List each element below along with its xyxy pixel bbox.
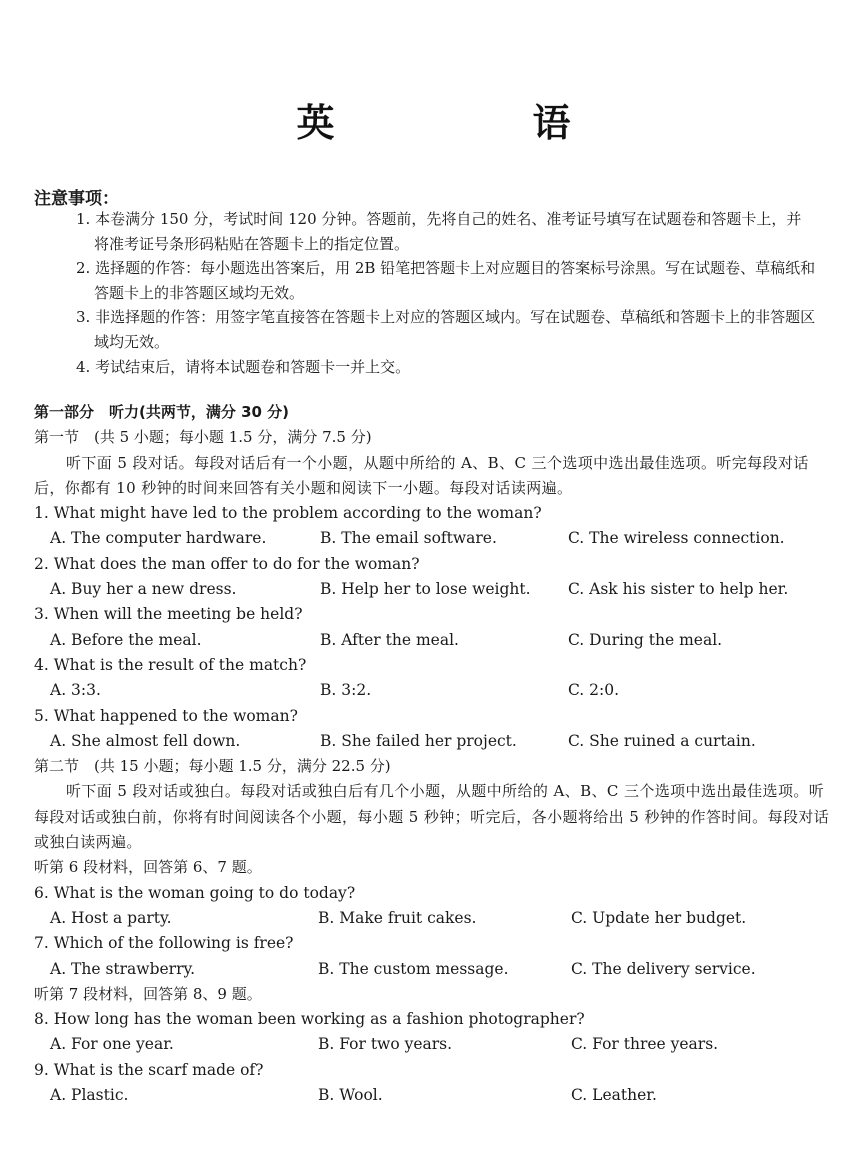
question-stem: 9. What is the scarf made of? — [34, 1060, 264, 1079]
answer-options — [34, 628, 834, 653]
option-b: B. For two years. — [318, 1035, 453, 1054]
answer-options — [34, 577, 834, 602]
option-c: C. The wireless connection. — [568, 529, 785, 548]
option-a: A. She almost fell down. — [50, 731, 241, 750]
material-note: 听第 7 段材料，回答第 8、9 题。 — [34, 984, 262, 1003]
notice-heading: 注意事项： — [34, 189, 119, 209]
question-stem: 6. What is the woman going to do today? — [34, 883, 356, 902]
option-c: C. The delivery service. — [571, 959, 756, 978]
question-stem: 8. How long has the woman been working as a fashion photographer? — [34, 1010, 585, 1029]
answer-options — [34, 957, 834, 982]
notice-list — [76, 207, 816, 379]
option-a: A. Host a party. — [50, 908, 172, 927]
notice-item: 2. 选择题的作答：每小题选出答案后，用 2B 铅笔把答题卡上对应题目的答案标号涂黑。写在试题卷、草稿纸和答题卡上的非答题区域均无效。 — [76, 259, 816, 302]
option-b: B. After the meal. — [320, 630, 459, 649]
option-c: C. Leather. — [571, 1086, 657, 1105]
option-b: B. Make fruit cakes. — [318, 908, 477, 927]
option-c: C. 2:0. — [568, 681, 620, 700]
option-a: A. The computer hardware. — [50, 529, 267, 548]
section1-instructions: 听下面 5 段对话。每段对话后有一个小题，从题中所给的 A、B、C 三个选项中选出最佳选项。听完每段对话后，你都有 10 秒钟的时间来回答有关小题和阅读下一小题。每段对话读两遍。 — [34, 453, 809, 497]
notice-item: 3. 非选择题的作答：用签字笔直接答在答题卡上对应的答题区域内。写在试题卷、草稿纸和答题卡上的非答题区域均无效。 — [76, 308, 816, 351]
section1-heading: 第一节 (共 5 小题；每小题 1.5 分，满分 7.5 分) — [34, 428, 372, 447]
option-b: B. The custom message. — [318, 959, 509, 978]
option-b: B. 3:2. — [320, 681, 372, 700]
listening-part — [34, 400, 834, 1108]
option-b: B. Help her to lose weight. — [320, 580, 531, 599]
answer-options — [34, 678, 834, 703]
option-a: A. 3:3. — [50, 681, 101, 700]
option-c: C. During the meal. — [568, 630, 723, 649]
option-c: C. Ask his sister to help her. — [568, 580, 789, 599]
option-a: A. Buy her a new dress. — [50, 580, 237, 599]
option-c: C. She ruined a curtain. — [568, 731, 756, 750]
option-b: B. The email software. — [320, 529, 497, 548]
answer-options — [34, 729, 834, 754]
page-title: 英 语 — [296, 101, 651, 145]
answer-options — [34, 1083, 834, 1108]
option-b: B. Wool. — [318, 1086, 383, 1105]
question-stem: 3. When will the meeting be held? — [34, 605, 303, 624]
question-stem: 5. What happened to the woman? — [34, 706, 298, 725]
section2-heading: 第二节 (共 15 小题；每小题 1.5 分，满分 22.5 分) — [34, 757, 391, 776]
option-c: C. For three years. — [571, 1035, 719, 1054]
answer-options — [34, 1032, 834, 1057]
answer-options — [34, 526, 834, 551]
part-heading: 第一部分 听力(共两节，满分 30 分) — [34, 403, 290, 421]
option-a: A. Plastic. — [50, 1086, 129, 1105]
question-stem: 7. Which of the following is free? — [34, 934, 294, 953]
question-stem: 2. What does the man offer to do for the woman? — [34, 554, 420, 573]
question-stem: 4. What is the result of the match? — [34, 655, 307, 674]
answer-options — [34, 906, 834, 931]
notice-item: 4. 考试结束后，请将本试题卷和答题卡一并上交。 — [76, 357, 411, 376]
material-note: 听第 6 段材料，回答第 6、7 题。 — [34, 858, 262, 877]
option-a: A. For one year. — [50, 1035, 174, 1054]
section2-instructions: 听下面 5 段对话或独白。每段对话或独白后有几个小题，从题中所给的 A、B、C 三个选项中选出最佳选项。听每段对话或独白前，你将有时间阅读各个小题，每小题 5 秒钟；听完后，各小题将给出 5 秒钟的作答时间。每段对话或独白读两遍。 — [34, 782, 830, 852]
option-c: C. Update her budget. — [571, 908, 747, 927]
option-a: A. Before the meal. — [50, 630, 202, 649]
option-a: A. The strawberry. — [50, 959, 196, 978]
question-stem: 1. What might have led to the problem according to the woman? — [34, 504, 542, 523]
option-b: B. She failed her project. — [320, 731, 517, 750]
notice-item: 1. 本卷满分 150 分，考试时间 120 分钟。答题前，先将自己的姓名、准考证号填写在试题卷和答题卡上，并将准考证号条形码粘贴在答题卡上的指定位置。 — [76, 210, 802, 253]
